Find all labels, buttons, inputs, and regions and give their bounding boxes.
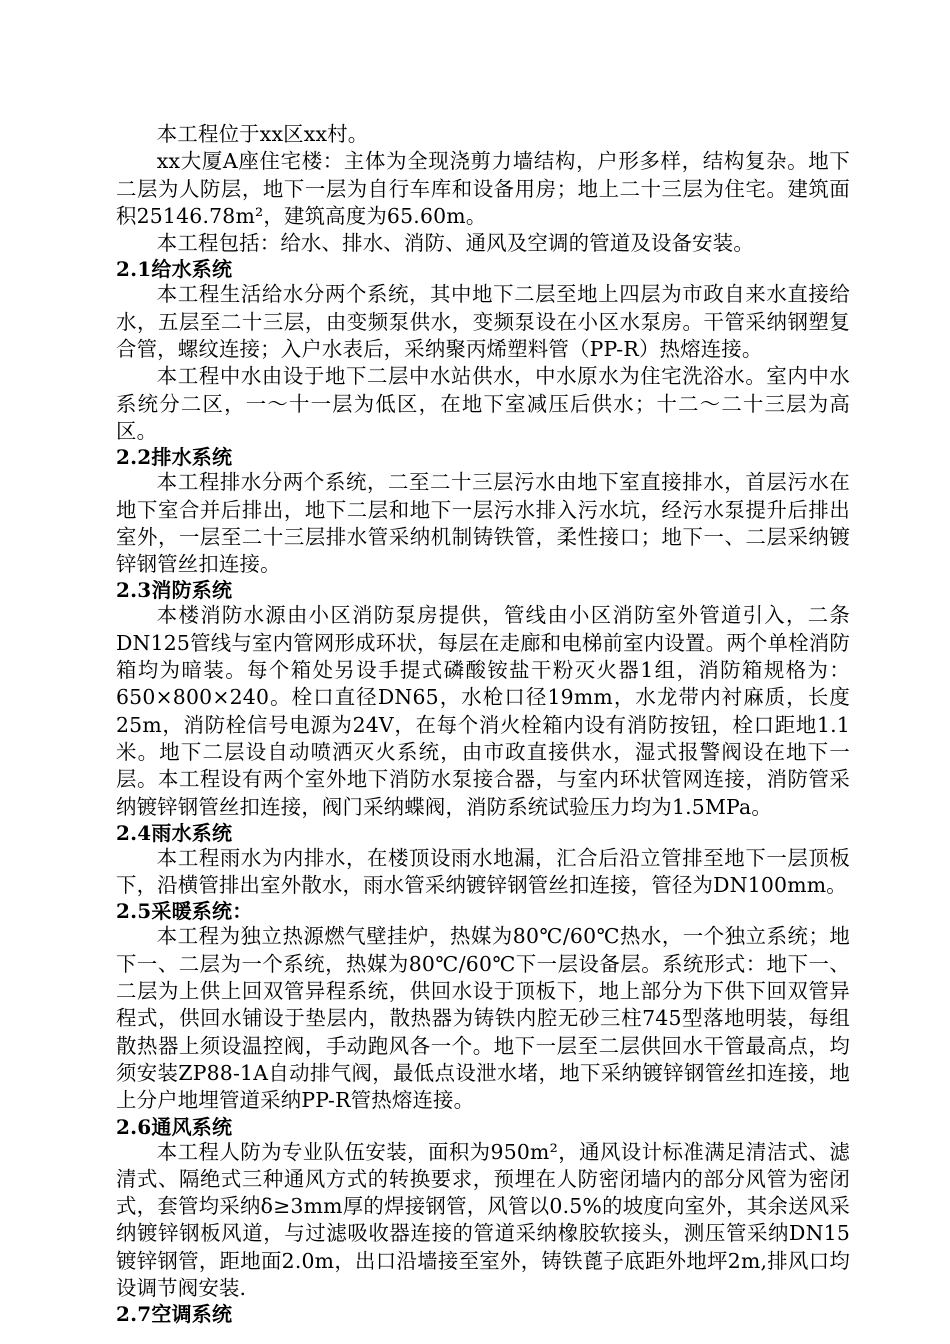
- section-heading-fire-protection: 2.3消防系统: [116, 578, 233, 603]
- ventilation-paragraph: 本工程人防为专业队伍安装，面积为950m²，通风设计标准满足清洁式、滤清式、隔绝式三种通风方式的转换要求，预埋在人防密闭墙内的部分风管为密闭式，套管均采纳δ≥3mm厚的焊接钢管，风管以0.5%的坡度向室外，其余送风采纳镀锌钢板风道，与过滤吸收器连接的管道采纳橡胶软接头，测压管采纳DN15镀锌钢管，距地面2.0m，出口沿墙接至室外，铸铁蓖子底距外地坪2m,排风口均设调节阀安装.: [116, 1139, 850, 1300]
- heating-paragraph: 本工程为独立热源燃气壁挂炉，热媒为80℃/60℃热水，一个独立系统；地下一、二层为一个系统，热媒为80℃/60℃下一层设备层。系统形式：地下一、二层为上供上回双管异程系统，供回水设于顶板下，地上部分为下供下回双管异程式，供回水铺设于垫层内，散热器为铸铁内腔无砂三柱745型落地明装，每组散热器上须设温控阀，手动跑风各一个。地下一层至二层供回水干管最高点，均须安装ZP88-1A自动排气阀，最低点设泄水堵，地下采纳镀锌钢管丝扣连接，地上分户地埋管道采纳PP-R管热熔连接。: [116, 924, 850, 1113]
- fire-protection-paragraph: 本楼消防水源由小区消防泵房提供，管线由小区消防室外管道引入，二条DN125管线与室内管网形成环状，每层在走廊和电梯前室内设置。两个单栓消防箱均为暗装。每个箱处另设手提式磷酸铵盐干粉灭火器1组，消防箱规格为：650×800×240。栓口直径DN65，水枪口径19mm，水龙带内衬麻质，长度25m，消防栓信号电源为24V，在每个消火栓箱内设有消防按钮，栓口距地1.1米。地下二层设自动喷洒灭火系统，由市政直接供水，湿式报警阀设在地下一层。本工程设有两个室外地下消防水泵接合器，与室内环状管网连接，消防管采纳镀锌钢管丝扣连接，阀门采纳蝶阀，消防系统试验压力均为1.5MPa。: [116, 603, 850, 819]
- water-supply-paragraph-2: 本工程中水由设于地下二层中水站供水，中水原水为住宅洗浴水。室内中水系统分二区，一～十一层为低区，在地下室减压后供水；十二～二十三层为高区。: [116, 364, 850, 443]
- rainwater-paragraph: 本工程雨水为内排水，在楼顶设雨水地漏，汇合后沿立管排至地下一层顶板下，沿横管排出室外散水，雨水管采纳镀锌钢管丝扣连接，管径为DN100mm。: [116, 845, 850, 898]
- section-heading-heating: 2.5采暖系统：: [116, 899, 253, 924]
- intro-paragraph-1: 本工程位于xx区xx村。: [156, 122, 369, 146]
- water-supply-paragraph-1: 本工程生活给水分两个系统，其中地下二层至地上四层为市政自来水直接给水，五层至二十三层，由变频泵供水，变频泵设在小区水泵房。干管采纳钢塑复合管，螺纹连接；入户水表后，采纳聚丙烯塑料管（PP-R）热熔连接。: [116, 282, 850, 362]
- intro-paragraph-3: 本工程包括：给水、排水、消防、通风及空调的管道及设备安装。: [156, 231, 754, 256]
- section-heading-air-conditioning: 2.7空调系统: [116, 1302, 233, 1327]
- document-body: [116, 121, 850, 1326]
- section-heading-drainage: 2.2排水系统: [116, 445, 233, 470]
- section-heading-rainwater: 2.4雨水系统: [116, 820, 233, 845]
- drainage-paragraph: 本工程排水分两个系统，二至二十三层污水由地下室直接排水，首层污水在地下室合并后排出，地下二层和地下一层污水排入污水坑，经污水泵提升后排出室外，一层至二十三层排水管采纳机制铸铁管，柔性接口；地下一、二层采纳镀锌钢管丝扣连接。: [116, 470, 850, 577]
- section-heading-water-supply: 2.1给水系统: [116, 257, 233, 282]
- section-heading-ventilation: 2.6通风系统: [116, 1114, 233, 1139]
- intro-paragraph-2: xx大厦A座住宅楼：主体为全现浇剪力墙结构，户形多样，结构复杂。地下二层为人防层，地下一层为自行车库和设备用房；地上二十三层为住宅。建筑面积25146.78m²，建筑高度为65.60m。: [116, 149, 850, 228]
